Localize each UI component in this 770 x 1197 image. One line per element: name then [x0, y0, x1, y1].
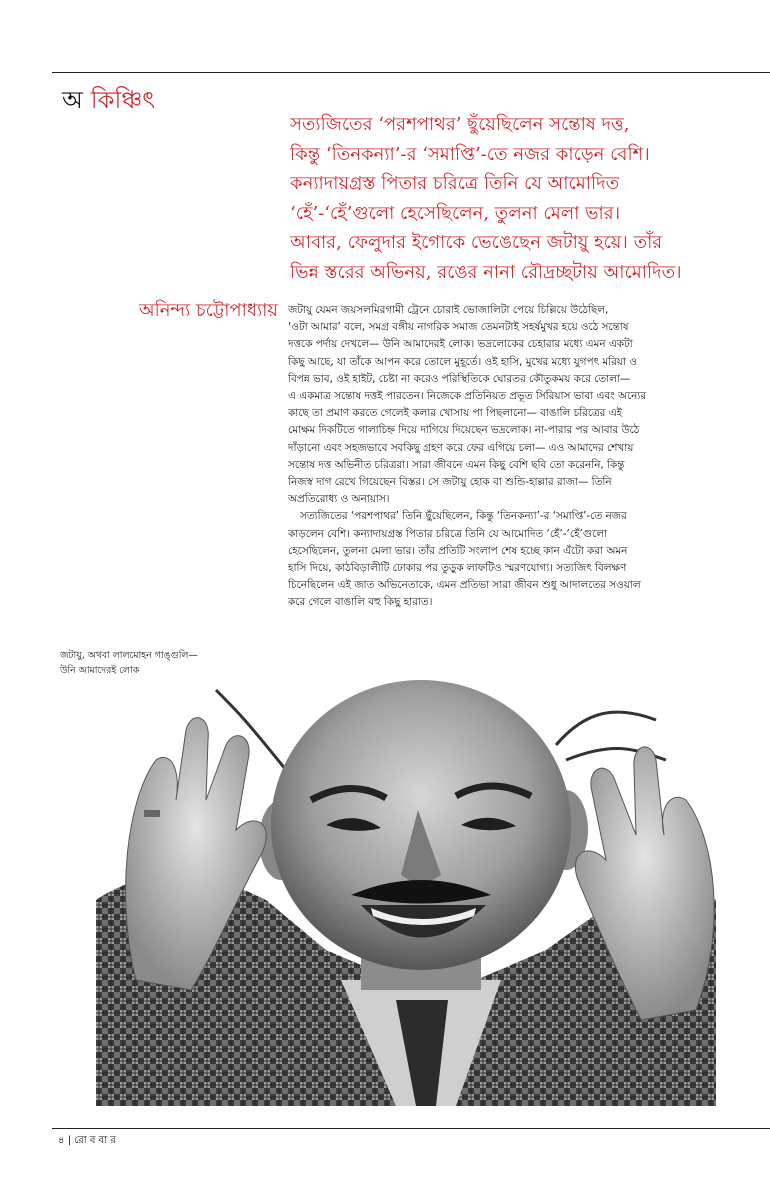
caption-line: উনি আমাদেরই লোক [60, 665, 140, 676]
deck-intro [290, 110, 760, 287]
body-line: সন্তোষ দত্ত অভিনীত চরিত্ররা। সারা জীবনে এমন কিছু বেশি ছবি তো করেননি, কিন্তু [288, 458, 625, 471]
body-line: বিপন্ন ভাব, ওই হাইট, চেষ্টা না করেও পরিস্থিতিকে ঘোরতর কৌতুকময় করে তোলা— [288, 372, 631, 385]
footer-separator: | [67, 1135, 72, 1146]
deck-line: ‘হেঁ’-‘হেঁ’গুলো হেসেছিলেন, তুলনা মেলা ভার। [290, 202, 621, 224]
bottom-rule [52, 1128, 770, 1129]
body-line: দত্তকে পর্দায় দেখলে— উনি আমাদেরই লোক। ভদ্রলোকের চেহারার মধ্যে এমন একটা [288, 338, 633, 351]
body-line: এ একমাত্র সন্তোষ দত্তই পারতেন। নিজেকে প্রতিনিয়ত প্রভূত সিরিয়াস ভাবা এবং অন্যের [288, 390, 647, 403]
body-line: দাঁড়ানো এবং সহজভাবে সবকিছু গ্রহণ করে ফের এগিয়ে চলা— এও আমাদের শেখায় [288, 441, 634, 454]
page-footer [58, 1134, 116, 1148]
author-byline: অনিন্দ্য চট্টোপাধ্যায় [139, 300, 278, 321]
deck-line: ভিন্ন স্তরের অভিনয়, রঙের নানা রৌদ্রচ্ছটায় আমোদিত। [290, 261, 682, 283]
body-line: করে গেলে বাঙালি বহু কিছু হারাত। [288, 596, 433, 609]
body-line: ‘ওটা আমার’ বলে, সমগ্র বঙ্গীয় নাগরিক সমাজ তেমনটাই সহর্ষমুখর হয়ে ওঠে সন্তোষ [288, 321, 629, 334]
body-line: মোক্ষম দিকটিতে গালাচিহ্ন দিয়ে দাগিয়ে দিয়েছেন ভদ্রলোক। না-পারার পর আবার উঠে [288, 424, 640, 437]
body-line: কাছে তা প্রমাণ করতে গেলেই কলার খোসায় পা পিছলানো— বাঙালি চরিত্রের এই [288, 407, 623, 420]
deck-line: কন্যাদায়গ্রস্ত পিতার চরিত্রে তিনি যে আমোদিত [290, 173, 620, 194]
body-line: হাসি দিয়ে, কাঠবিড়ালীটি ঢোকার পর তুড়ুক লাফটিও স্মরণযোগ্য। সত্যজিৎ বিলক্ষণ [288, 562, 627, 575]
section-name: কিঞ্চিৎ [90, 86, 156, 114]
deck-line: কিন্তু ‘তিনকন্যা’-র ‘সমাপ্তি’-তে নজর কাড়েন বেশি। [290, 143, 650, 165]
deck-line: আবার, ফেলুদার ইগোকে ভেঙেছেন জটায়ু হয়ে। তাঁর [290, 232, 663, 253]
deck-line: সত্যজিতের ‘পরশপাথর’ ছুঁয়েছিলেন সন্তোষ দত্ত, [290, 114, 630, 135]
publication-title: রো ব বা র [74, 1135, 116, 1146]
body-line: নিজস্ব দাগ রেখে গিয়েছেন বিস্তর। সে জটায়ু হোক বা শুন্ডি-হাল্লার রাজা— তিনি [288, 476, 612, 489]
photo-caption [60, 648, 260, 678]
section-prefix: অ [62, 86, 83, 114]
body-line: অপ্রতিরোধ্য ও অনায়াস। [288, 493, 390, 506]
top-rule [52, 72, 770, 73]
body-line: সত্যজিতের ‘পরশপাথর’ তিনি ছুঁয়েছিলেন, কিন্তু ‘তিনকন্যা’-র ‘সমাপ্তি’-তে নজর [300, 510, 627, 523]
body-line: হেসেছিলেন, তুলনা মেলা ভার। তাঁর প্রতিটি সংলাপ শেষ হচ্ছে কান এঁটো করা অমন [288, 544, 628, 557]
caption-line: জটায়ু, অথবা লালমোহন গাঙ্গুলি— [60, 650, 198, 661]
body-line: কাড়লেন বেশি। কন্যাদায়গ্রস্ত পিতার চরিত্রে তিনি যে আমোদিত ‘হেঁ’-‘হেঁ’গুলো [288, 527, 607, 540]
body-line: জটায়ু যেমন জয়সলমিরগামী ট্রেনে চোরাই ভোজালিটা পেয়ে চিল্লিয়ে উঠেছিল, [288, 304, 609, 316]
portrait-photo [96, 650, 716, 1106]
article-body [288, 302, 762, 612]
page-number: ৪ [58, 1135, 65, 1146]
body-line: চিনেছিলেন এই জাত অভিনেতাকে, এমন প্রতিভা সারা জীবন শুধু আদালতের সওয়াল [288, 579, 641, 592]
body-line: কিছু আছে, যা তাঁকে আপন করে তোলে মুহূর্তে। ওই হাসি, মুখের মধ্যে যুগপৎ মরিয়া ও [288, 355, 637, 368]
section-heading [62, 84, 155, 116]
